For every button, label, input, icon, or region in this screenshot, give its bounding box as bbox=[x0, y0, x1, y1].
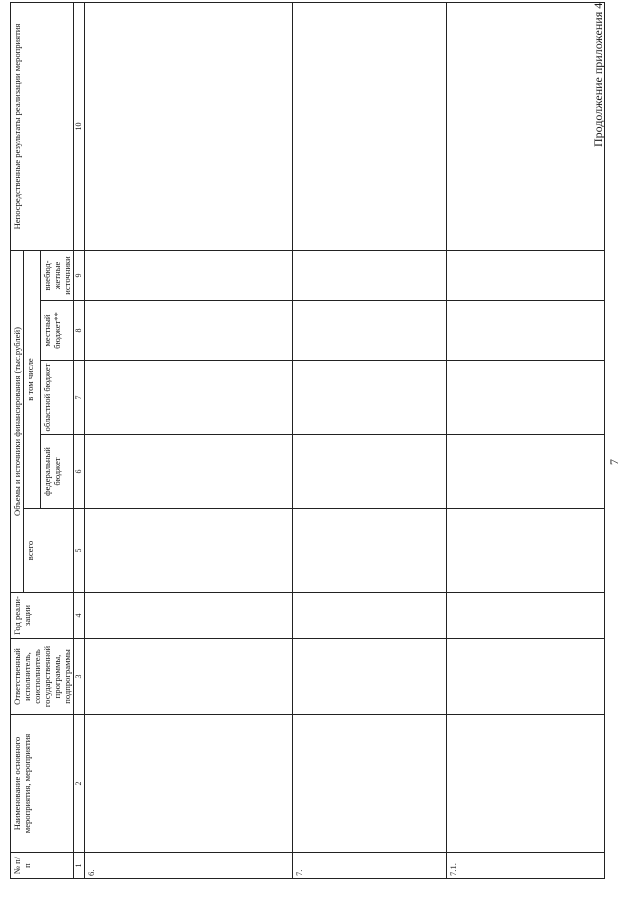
table-row bbox=[446, 2, 604, 878]
column-number: 9 bbox=[74, 250, 84, 300]
row-years bbox=[446, 593, 604, 639]
row-executor bbox=[446, 639, 604, 715]
row-extra bbox=[84, 250, 292, 300]
column-number: 7 bbox=[74, 361, 84, 435]
row-name bbox=[292, 715, 446, 853]
row-result bbox=[292, 2, 446, 250]
header-result: Непосредственные результаты реализации мероприятия bbox=[11, 2, 74, 250]
row-local bbox=[84, 301, 292, 361]
header-federal: федеральный бюджет bbox=[41, 435, 74, 509]
header-no: № п/п bbox=[11, 853, 74, 879]
row-local bbox=[446, 301, 604, 361]
header-local: местный бюджет** bbox=[41, 301, 74, 361]
header-including: в том числе bbox=[24, 250, 41, 508]
row-no: 7.1. bbox=[446, 853, 604, 879]
header-row-1 bbox=[11, 2, 24, 878]
row-total bbox=[292, 509, 446, 593]
header-extra: внебюд-жетные источники bbox=[41, 250, 74, 300]
row-federal bbox=[292, 435, 446, 509]
header-executor: Ответственный исполнитель, соисполнитель государственной программы, подпрограммы bbox=[11, 639, 74, 715]
column-number: 5 bbox=[74, 509, 84, 593]
column-number: 3 bbox=[74, 639, 84, 715]
row-regional bbox=[292, 361, 446, 435]
table-row bbox=[84, 2, 292, 878]
row-regional bbox=[446, 361, 604, 435]
column-number: 6 bbox=[74, 435, 84, 509]
row-total bbox=[446, 509, 604, 593]
row-extra bbox=[292, 250, 446, 300]
program-table bbox=[10, 2, 605, 879]
row-no: 7. bbox=[292, 853, 446, 879]
header-funding: Объемы и источники финансирования (тыс.рублей) bbox=[11, 250, 24, 592]
row-total bbox=[84, 509, 292, 593]
row-executor bbox=[84, 639, 292, 715]
page-number: 7 bbox=[607, 459, 621, 465]
header-numbering-row bbox=[74, 2, 84, 878]
column-number: 1 bbox=[74, 853, 84, 879]
column-number: 10 bbox=[74, 2, 84, 250]
row-result bbox=[84, 2, 292, 250]
row-extra bbox=[446, 250, 604, 300]
row-federal bbox=[84, 435, 292, 509]
row-local bbox=[292, 301, 446, 361]
table-row bbox=[292, 2, 446, 878]
column-number: 8 bbox=[74, 301, 84, 361]
header-regional: областной бюджет bbox=[41, 361, 74, 435]
column-number: 4 bbox=[74, 593, 84, 639]
row-years bbox=[292, 593, 446, 639]
header-total: всего bbox=[24, 509, 74, 593]
row-years bbox=[84, 593, 292, 639]
header-name: Наименование основного мероприятия, мероприятия bbox=[11, 715, 74, 853]
row-federal bbox=[446, 435, 604, 509]
continuation-label: Продолжение приложения 4 bbox=[591, 2, 605, 147]
row-name bbox=[84, 715, 292, 853]
column-number: 2 bbox=[74, 715, 84, 853]
row-result bbox=[446, 2, 604, 250]
row-executor bbox=[292, 639, 446, 715]
row-name bbox=[446, 715, 604, 853]
header-year: Год реали-зации bbox=[11, 593, 74, 639]
row-no: 6. bbox=[84, 853, 292, 879]
row-regional bbox=[84, 361, 292, 435]
